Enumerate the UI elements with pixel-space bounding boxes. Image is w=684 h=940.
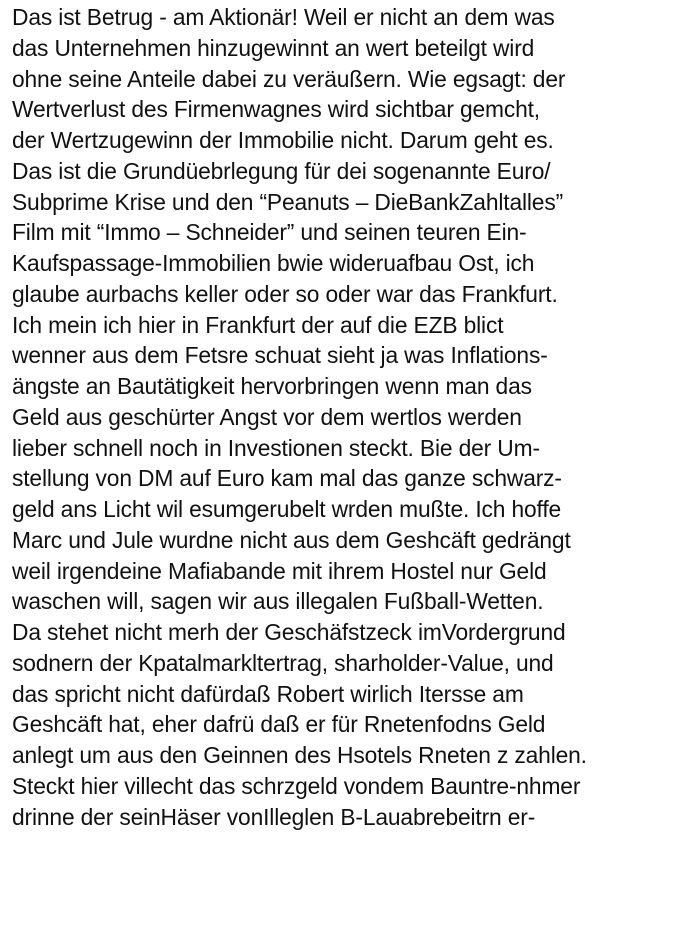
- text-line-14: Geld aus geschürter Angst vor dem wertlos werden: [12, 403, 522, 430]
- text-line-2: das Unternehmen hinzugewinnt an wert beteilgt wird: [12, 34, 535, 61]
- text-line-22: sodnern der Kpatalmarkltertrag, sharholder-Value, und: [12, 649, 554, 676]
- text-line-6: Das ist die Grundüebrlegung für dei sogenannte Euro/: [12, 157, 551, 184]
- text-line-12: wenner aus dem Fetsre schuat sieht ja was Inflations-: [12, 342, 548, 369]
- text-line-7: Subprime Krise und den “Peanuts – DieBankZahltalles”: [12, 188, 564, 215]
- text-line-16: stellung von DM auf Euro kam mal das ganze schwarz-: [12, 465, 562, 492]
- text-line-9: Kaufspassage-Immobilien bwie wideruafbau Ost, ich: [12, 250, 535, 276]
- text-line-1: Das ist Betrug - am Aktionär! Weil er nicht an dem was: [12, 4, 555, 30]
- text-line-25: anlegt um aus den Geinnen des Hsotels Rneten z zahlen.: [12, 742, 587, 768]
- text-line-4: Wertverlust des Firmenwagnes wird sichtbar gemcht,: [12, 96, 540, 123]
- text-line-17: geld ans Licht wil esumgerubelt wrden mußte. Ich hoffe: [12, 496, 562, 522]
- text-line-5: der Wertzugewinn der Immobilie nicht. Darum geht es.: [12, 127, 554, 153]
- text-line-10: glaube aurbachs keller oder so oder war das Frankfurt.: [12, 280, 558, 307]
- text-line-11: Ich mein ich hier in Frankfurt der auf die EZB blict: [12, 311, 504, 338]
- text-line-19: weil irgendeine Mafiabande mit ihrem Hostel nur Geld: [12, 557, 547, 584]
- text-line-21: Da stehet nicht merh der Geschäfstzeck imVordergrund: [12, 619, 566, 645]
- text-line-13: ängste an Bautätigkeit hervorbringen wenn man das: [12, 373, 532, 399]
- text-line-26: Steckt hier villecht das schrzgeld vondem Bauntre-nhmer: [12, 772, 581, 799]
- text-line-24: Geshcäft hat, eher dafrü daß er für Rnetenfodns Geld: [12, 711, 546, 738]
- text-line-3: ohne seine Anteile dabei zu veräußern. Wie egsagt: der: [12, 65, 566, 92]
- text-line-15: lieber schnell noch in Investionen steckt. Bie der Um-: [12, 434, 540, 461]
- text-line-23: das spricht nicht dafürdaß Robert wirlich Itersse am: [12, 680, 524, 707]
- text-line-27: drinne der seinHäser vonIlleglen B-Lauabrebeitrn er-: [12, 803, 536, 830]
- text-line-8: Film mit “Immo – Schneider” und seinen teuren Ein-: [12, 219, 527, 246]
- text-line-18: Marc und Jule wurdne nicht aus dem Geshcäft gedrängt: [12, 526, 571, 553]
- body-text: [12, 2, 684, 832]
- text-line-20: waschen will, sagen wir aus illegalen Fußball-Wetten.: [12, 588, 544, 615]
